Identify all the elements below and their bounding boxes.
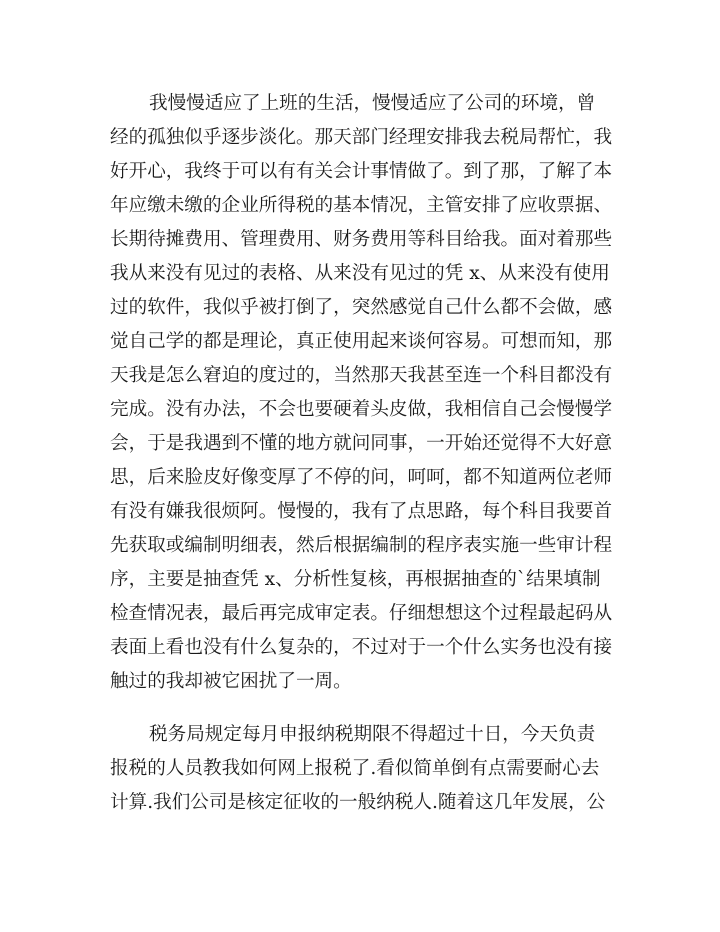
paragraph-line: 序，主要是抽查凭 x、分析性复核，再根据抽查的`结果填制 bbox=[110, 569, 601, 590]
paragraph-line: 经的孤独似乎逐步淡化。那天部门经理安排我去税局帮忙，我 bbox=[110, 127, 613, 148]
paragraph-line: 税务局规定每月申报纳税期限不得超过十日，今天负责 bbox=[149, 724, 596, 745]
paragraph-line: 表面上看也没有什么复杂的，不过对于一个什么实务也没有接 bbox=[110, 637, 613, 658]
paragraph-line: 好开心，我终于可以有有关会计事情做了。到了那，了解了本 bbox=[110, 161, 613, 182]
paragraph-line: 检查情况表，最后再完成审定表。仔细想想这个过程最起码从 bbox=[110, 603, 613, 624]
paragraph-line: 报税的人员教我如何网上报税了.看似简单倒有点需要耐心去 bbox=[110, 758, 600, 779]
paragraph-line: 思，后来脸皮好像变厚了不停的问，呵呵，都不知道两位老师 bbox=[110, 467, 613, 488]
paragraph-line: 觉自己学的都是理论，真正使用起来谈何容易。可想而知，那 bbox=[110, 331, 613, 352]
paragraph-line: 会，于是我遇到不懂的地方就问同事，一开始还觉得不大好意 bbox=[110, 433, 613, 454]
paragraph-line: 有没有嫌我很烦阿。慢慢的，我有了点思路，每个科目我要首 bbox=[110, 501, 613, 522]
paragraph-line: 触过的我却被它困扰了一周。 bbox=[110, 671, 352, 692]
paragraph-line: 过的软件，我似乎被打倒了，突然感觉自己什么都不会做，感 bbox=[110, 297, 613, 318]
paragraph-line: 年应缴未缴的企业所得税的基本情况，主管安排了应收票据、 bbox=[110, 195, 613, 216]
paragraph-line: 计算.我们公司是核定征收的一般纳税人.随着这几年发展，公 bbox=[110, 792, 606, 813]
paragraph-line: 天我是怎么窘迫的度过的，当然那天我甚至连一个科目都没有 bbox=[110, 365, 613, 386]
paragraph-line: 我慢慢适应了上班的生活，慢慢适应了公司的环境，曾 bbox=[149, 93, 596, 114]
paragraph-line: 完成。没有办法，不会也要硬着头皮做，我相信自己会慢慢学 bbox=[110, 399, 613, 420]
paragraph-line: 长期待摊费用、管理费用、财务费用等科目给我。面对着那些 bbox=[110, 229, 613, 250]
paragraph-line: 我从来没有见过的表格、从来没有见过的凭 x、从来没有使用 bbox=[110, 263, 610, 284]
paragraph-line: 先获取或编制明细表，然后根据编制的程序表实施一些审计程 bbox=[110, 535, 613, 556]
